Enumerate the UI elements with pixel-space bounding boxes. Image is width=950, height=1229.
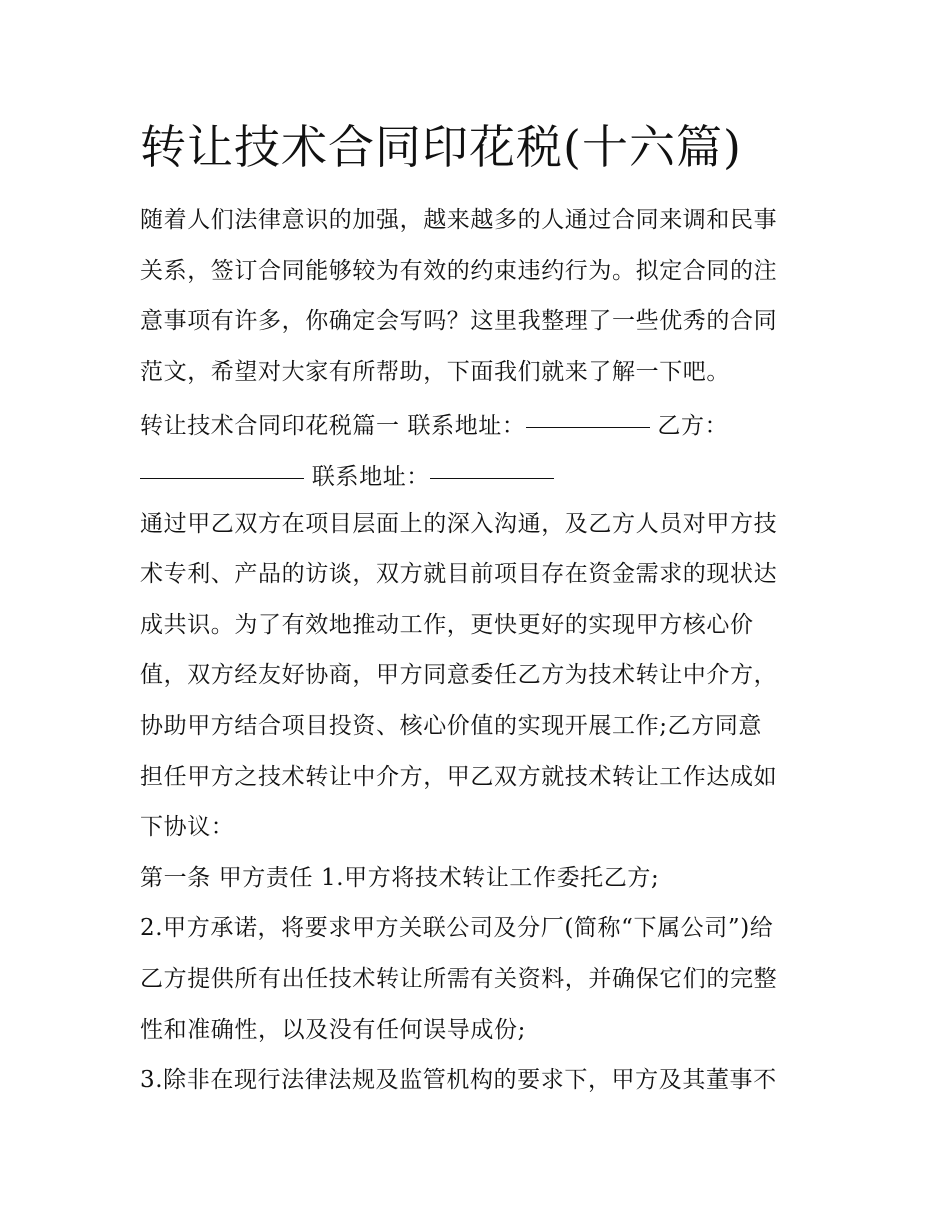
body-line-8: 第一条 甲方责任 1.甲方将技术转让工作委托乙方; bbox=[140, 864, 660, 891]
party-b-blank-text bbox=[140, 480, 157, 481]
body-line-3: 成共识。为了有效地推动工作，更快更好的实现甲方核心价 bbox=[140, 611, 754, 638]
address-blank-2 bbox=[430, 448, 554, 479]
body-line-4: 值，双方经友好协商，甲方同意委任乙方为技术转让中介方， bbox=[140, 662, 778, 689]
contact-address-label: 联系地址： bbox=[304, 463, 430, 490]
body-line-5: 协助甲方结合项目投资、核心价值的实现开展工作;乙方同意 bbox=[140, 712, 762, 739]
address-blank-2-text bbox=[430, 480, 442, 481]
body-line-2: 术专利、产品的访谈，双方就目前项目存在资金需求的现状达 bbox=[140, 561, 778, 588]
document-title: 转让技术合同印花税(十六篇) bbox=[140, 120, 742, 174]
address-blank-1 bbox=[526, 397, 650, 428]
party-b-blank bbox=[140, 448, 304, 479]
body-line-12: 3.除非在现行法律法规及监管机构的要求下，甲方及其董事不 bbox=[140, 1067, 777, 1094]
intro-line-4: 范文，希望对大家有所帮助，下面我们就来了解一下吧。 bbox=[140, 358, 730, 385]
party-line-1 bbox=[140, 397, 830, 448]
party-b-label: 乙方： bbox=[649, 413, 729, 440]
party-line-2 bbox=[140, 448, 830, 499]
body-line-9: 2.甲方承诺，将要求甲方关联公司及分厂(简称“下属公司”)给 bbox=[140, 915, 774, 942]
intro-line-1: 随着人们法律意识的加强，越来越多的人通过合同来调和民事 bbox=[140, 207, 778, 233]
body-line-6: 担任甲方之技术转让中介方，甲乙双方就技术转让工作达成如 bbox=[140, 763, 778, 790]
intro-line-2: 关系，签订合同能够较为有效的约束违约行为。拟定合同的注 bbox=[140, 257, 778, 284]
address-blank-1-text bbox=[526, 429, 538, 430]
body-line-10: 乙方提供所有出任技术转让所需有关资料，并确保它们的完整 bbox=[140, 965, 778, 992]
party-line-1-prefix: 转让技术合同印花税篇一 联系地址： bbox=[140, 413, 526, 440]
body-line-7: 下协议： bbox=[140, 814, 235, 841]
body-line-1: 通过甲乙双方在项目层面上的深入沟通，及乙方人员对甲方技 bbox=[140, 510, 778, 537]
body-line-11: 性和准确性，以及没有任何误导成份; bbox=[140, 1016, 526, 1043]
document-body bbox=[140, 195, 830, 1106]
intro-line-3: 意事项有许多，你确定会写吗？这里我整理了一些优秀的合同 bbox=[140, 308, 778, 335]
